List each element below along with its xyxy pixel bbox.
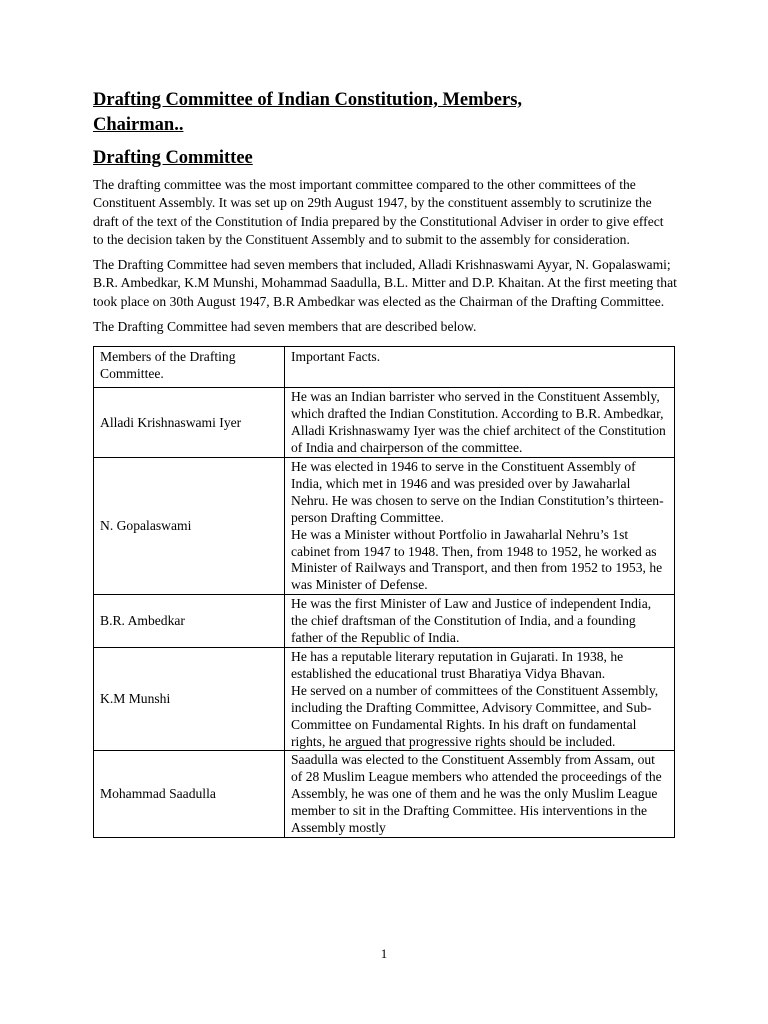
page-number: 1 — [380, 946, 388, 961]
table-row — [94, 751, 675, 838]
fact-text: He was a Minister without Portfolio in Jawaharlal Nehru’s 1st cabinet from 1947 to 1948. Then, from 1948 to 1952, he worked as Minister of Railways and Transport, and then from 1952 to 1953, he was Minister of Defense. — [291, 526, 663, 593]
fact-text: He was an Indian barrister who served in the Constituent Assembly, which drafted the Indian Constitution. According to B.R. Ambedkar, Alladi Krishnaswamy Iyer was the chief architect of the Constitution of India and chairperson of the committee. — [291, 389, 666, 456]
member-name: B.R. Ambedkar — [94, 595, 285, 648]
table-intro-paragraph: The Drafting Committee had seven members that are described below. — [93, 319, 477, 335]
table-row — [94, 458, 675, 595]
table-row — [94, 595, 675, 648]
member-facts — [285, 388, 675, 458]
fact-text: He was elected in 1946 to serve in the Constituent Assembly of India, which met in 1946 and was presided over by Jawaharlal Nehru. He was chosen to serve on the Indian Constitution’s thirteen-person Drafting Committee. — [291, 459, 664, 525]
header-facts: Important Facts. — [285, 347, 675, 388]
document-title: Drafting Committee of Indian Constitution, Members, Chairman.. — [93, 90, 523, 135]
member-facts — [285, 458, 675, 595]
member-facts — [285, 647, 675, 750]
intro-paragraph: The drafting committee was the most important committee compared to the other committees of the Constituent Assembly. It was set up on 29th August 1947, by the constituent assembly to scrutinize the draft of the text of the Constitution of India prepared by the Constitutional Adviser in order to give effect to the decision taken by the Constituent Assembly and to submit to the assembly for consideration. — [93, 177, 664, 247]
table-row — [94, 388, 675, 458]
fact-text: He has a reputable literary reputation in Gujarati. In 1938, he established the educational trust Bharatiya Vidya Bhavan. — [291, 648, 624, 681]
member-facts — [285, 751, 675, 838]
fact-text: He was the first Minister of Law and Justice of independent India, the chief draftsman of the Constitution of India, and a founding father of the Republic of India. — [291, 596, 652, 646]
member-facts — [285, 595, 675, 648]
members-table — [93, 346, 675, 838]
section-heading: Drafting Committee — [93, 148, 253, 168]
member-name: Mohammad Saadulla — [94, 751, 285, 838]
fact-text: He served on a number of committees of the Constituent Assembly, including the Drafting Committee, Advisory Committee, and Sub-Committee on Fundamental Rights. In his draft on fundamental rights, he argued that progressive rights should be included. — [291, 682, 659, 749]
member-name: K.M Munshi — [94, 647, 285, 750]
members-paragraph: The Drafting Committee had seven members that included, Alladi Krishnaswami Ayyar, N. Gopalaswami; B.R. Ambedkar, K.M Munshi, Mohammad Saadulla, B.L. Mitter and D.P. Khaitan. At the first meeting that took place on 30th August 1947, B.R Ambedkar was elected as the Chairman of the Drafting Committee. — [93, 257, 677, 309]
table-row — [94, 647, 675, 750]
table-header-row — [94, 347, 675, 388]
member-name: Alladi Krishnaswami Iyer — [94, 388, 285, 458]
header-members: Members of the Drafting Committee. — [94, 347, 285, 388]
member-name: N. Gopalaswami — [94, 458, 285, 595]
document-page — [93, 88, 677, 838]
fact-text: Saadulla was elected to the Constituent Assembly from Assam, out of 28 Muslim League members who attended the proceedings of the Assembly, he was one of them and he was the only Muslim League member to sit in the Drafting Committee. His interventions in the Assembly mostly — [291, 752, 662, 836]
